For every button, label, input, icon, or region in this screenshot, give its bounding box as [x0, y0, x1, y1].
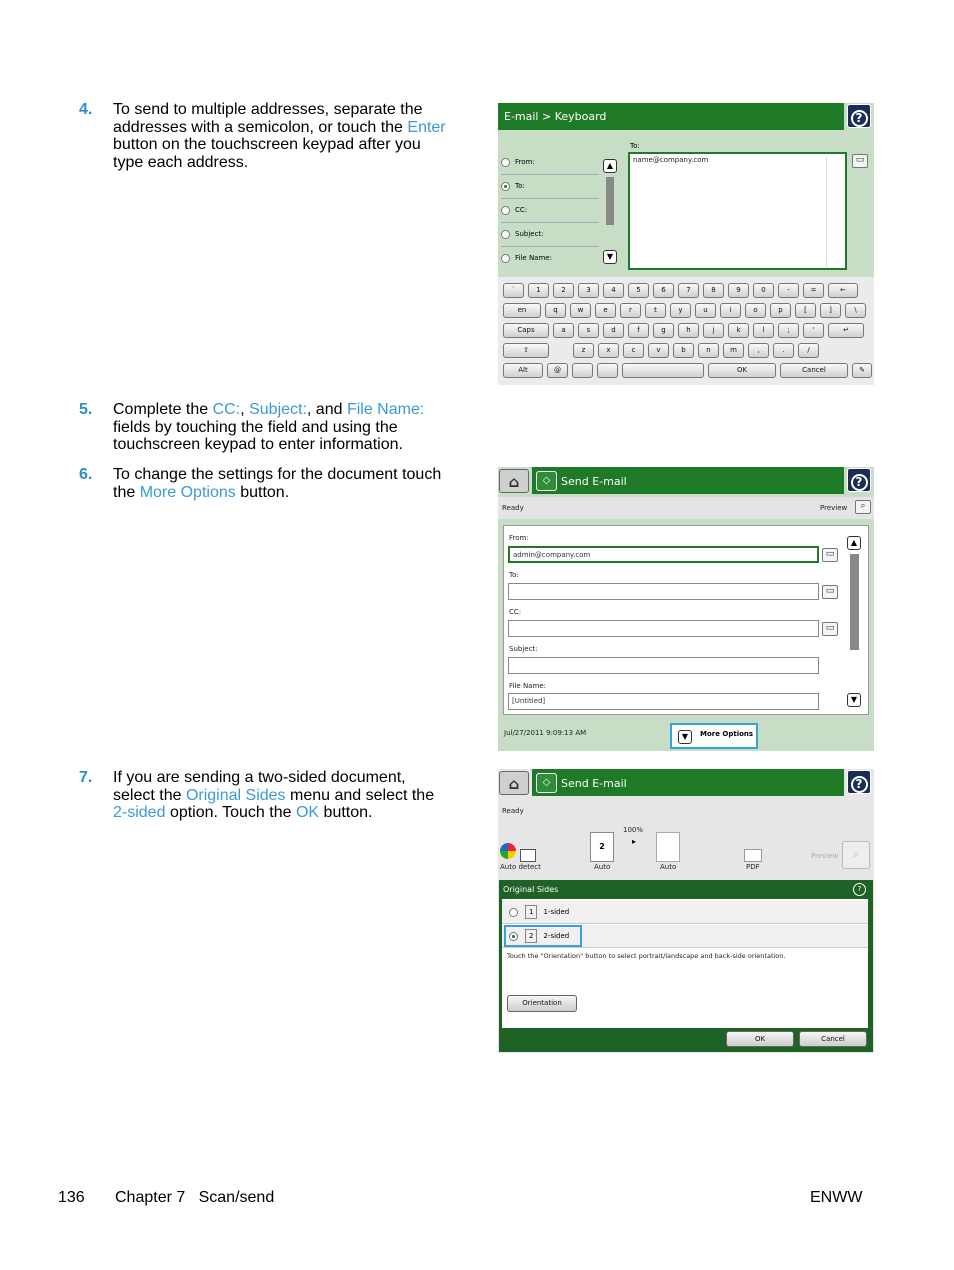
- key[interactable]: s: [578, 323, 599, 338]
- key[interactable]: \: [845, 303, 866, 318]
- chevron-down-icon: ▼: [678, 730, 692, 744]
- orientation-button[interactable]: Orientation: [507, 995, 577, 1012]
- step-7: [79, 769, 449, 822]
- dialog-body: [502, 899, 868, 1028]
- email-form: [503, 525, 869, 715]
- field-option-subject[interactable]: [501, 223, 599, 247]
- key[interactable]: @: [547, 363, 568, 378]
- key[interactable]: [597, 363, 618, 378]
- key[interactable]: ✎: [852, 363, 872, 378]
- key[interactable]: ,: [748, 343, 769, 358]
- screen-title: Send E-mail: [561, 777, 627, 790]
- address-book-icon[interactable]: ▭: [822, 585, 838, 599]
- key[interactable]: i: [720, 303, 741, 318]
- more-options-button[interactable]: [670, 723, 758, 749]
- scrollbar-thumb[interactable]: [606, 177, 614, 225]
- color-icon[interactable]: [500, 843, 516, 859]
- filename-label: File Name:: [509, 682, 546, 690]
- keyboard-screenshot: [498, 103, 874, 385]
- key[interactable]: OK: [708, 363, 776, 378]
- from-label: From:: [509, 534, 529, 542]
- enter-term: Enter: [407, 118, 446, 136]
- original-sides-screenshot: [498, 769, 874, 1053]
- datetime: Jul/27/2011 9:09:13 AM: [504, 729, 587, 737]
- option-label: 1-sided: [543, 908, 570, 916]
- step-text: To change the settings for the document touch: [113, 466, 442, 483]
- icon-label: Auto: [594, 863, 611, 871]
- to-label: To:: [630, 142, 640, 150]
- key[interactable]: .: [773, 343, 794, 358]
- field-option-filename[interactable]: [501, 247, 599, 270]
- to-label: To:: [509, 571, 519, 579]
- key[interactable]: 9: [728, 283, 749, 298]
- key[interactable]: z: [573, 343, 594, 358]
- title-bar: [532, 769, 844, 796]
- key[interactable]: x: [598, 343, 619, 358]
- cancel-button[interactable]: Cancel: [799, 1031, 867, 1047]
- step-number: 5.: [79, 401, 93, 418]
- icon-label: Auto detect: [500, 863, 541, 871]
- preview-label: Preview: [811, 852, 839, 860]
- key[interactable]: a: [553, 323, 574, 338]
- step-6: [79, 466, 449, 501]
- scroll-up-button[interactable]: ▲: [847, 536, 861, 550]
- step-4: [79, 101, 449, 171]
- field-label: CC:: [515, 206, 528, 214]
- key[interactable]: o: [745, 303, 766, 318]
- footer-right: ENWW: [810, 1189, 863, 1206]
- field-label: To:: [515, 182, 525, 190]
- home-button[interactable]: ⌂: [499, 771, 529, 795]
- send-icon: ◇: [536, 773, 557, 793]
- file-type-icon[interactable]: [744, 849, 762, 862]
- key[interactable]: [622, 363, 704, 378]
- key[interactable]: v: [648, 343, 669, 358]
- sides-icon[interactable]: 2: [590, 832, 614, 862]
- key[interactable]: ↵: [828, 323, 864, 338]
- key[interactable]: ←: [828, 283, 858, 298]
- key[interactable]: ;: [778, 323, 799, 338]
- filename-field[interactable]: [Untitled]: [508, 693, 819, 710]
- hint-text: Touch the "Orientation" button to select portrait/landscape and back-side orientation.: [507, 952, 786, 960]
- radio-icon: [509, 908, 518, 917]
- key[interactable]: 0: [753, 283, 774, 298]
- original-sides-term: Original Sides: [185, 786, 286, 804]
- scan-icon: [520, 849, 536, 862]
- step-text: the: [113, 483, 136, 501]
- step-text: addresses with a semicolon, or touch the: [113, 118, 403, 136]
- more-options-label: More Options: [700, 730, 754, 738]
- sides-glyph: 1: [525, 905, 537, 919]
- step-number: 7.: [79, 769, 93, 786]
- step-text: ,: [240, 401, 245, 418]
- help-icon: ?: [851, 110, 868, 127]
- key[interactable]: q: [545, 303, 566, 318]
- arrow-icon: ▸: [632, 837, 637, 846]
- key[interactable]: ': [803, 323, 824, 338]
- radio-icon: [501, 206, 510, 215]
- step-5: [79, 401, 449, 454]
- key[interactable]: w: [570, 303, 591, 318]
- home-button[interactable]: ⌂: [499, 469, 529, 493]
- key[interactable]: h: [678, 323, 699, 338]
- send-email-screenshot: [498, 467, 874, 751]
- key[interactable]: j: [703, 323, 724, 338]
- address-book-icon[interactable]: ▭: [822, 548, 838, 562]
- zoom-level: 100%: [623, 826, 644, 834]
- field-option-from[interactable]: [501, 151, 599, 175]
- text-scrollbar[interactable]: [826, 157, 843, 267]
- to-field[interactable]: [508, 583, 819, 600]
- field-option-cc[interactable]: [501, 199, 599, 223]
- key[interactable]: r: [620, 303, 641, 318]
- option-label: 2-sided: [543, 932, 570, 940]
- key[interactable]: 2: [553, 283, 574, 298]
- step-text: button.: [323, 804, 373, 821]
- subject-label: Subject:: [509, 645, 538, 653]
- key[interactable]: 1: [528, 283, 549, 298]
- status-text: Ready: [502, 504, 524, 512]
- ok-term: OK: [295, 804, 320, 821]
- radio-icon: [501, 230, 510, 239]
- cc-label: CC:: [509, 608, 522, 616]
- step-text: type each address.: [113, 153, 249, 171]
- key[interactable]: ⇧: [503, 343, 549, 358]
- step-number: 6.: [79, 466, 93, 483]
- original-sides-dialog: [499, 880, 873, 1052]
- scrollbar-thumb[interactable]: [850, 554, 859, 650]
- key[interactable]: -: [778, 283, 799, 298]
- key[interactable]: f: [628, 323, 649, 338]
- field-label: File Name:: [515, 254, 552, 262]
- key[interactable]: ]: [820, 303, 841, 318]
- key[interactable]: 3: [578, 283, 599, 298]
- key[interactable]: 4: [603, 283, 624, 298]
- help-button[interactable]: [847, 104, 871, 128]
- field-label: From:: [515, 158, 535, 166]
- to-text-area[interactable]: [628, 152, 847, 270]
- key[interactable]: y: [670, 303, 691, 318]
- screen-title: Send E-mail: [561, 475, 627, 488]
- key[interactable]: =: [803, 283, 824, 298]
- field-label: Subject:: [515, 230, 544, 238]
- preview-label: Preview: [820, 504, 848, 512]
- screen-title: E-mail > Keyboard: [498, 103, 844, 130]
- key[interactable]: [572, 363, 593, 378]
- icon-label: PDF: [746, 863, 760, 871]
- key[interactable]: `: [503, 283, 524, 298]
- key[interactable]: d: [603, 323, 624, 338]
- icon-label: Auto: [660, 863, 677, 871]
- step-text: menu and select the: [290, 786, 435, 804]
- step-text: If you are sending a two-sided document,: [113, 769, 406, 786]
- field-list: [501, 151, 599, 270]
- more-options-term: More Options: [139, 483, 236, 501]
- scroll-down-button[interactable]: ▼: [603, 250, 617, 264]
- key[interactable]: en: [503, 303, 541, 318]
- key[interactable]: t: [645, 303, 666, 318]
- title-bar: [532, 467, 844, 494]
- step-text: button.: [240, 483, 290, 501]
- step-text: option. Touch the: [169, 804, 292, 821]
- chapter-title: Chapter 7 Scan/send: [115, 1189, 275, 1206]
- step-text: Complete the: [113, 401, 209, 418]
- help-button[interactable]: [847, 468, 871, 492]
- step-text: To send to multiple addresses, separate the: [113, 101, 423, 118]
- sides-glyph: 2: [525, 929, 537, 943]
- key[interactable]: 7: [678, 283, 699, 298]
- page-number: 136: [58, 1189, 85, 1206]
- page-icon[interactable]: [656, 832, 680, 862]
- option-1-sided[interactable]: [502, 901, 868, 924]
- step-text: , and: [306, 401, 343, 418]
- subject-term: Subject:: [249, 401, 307, 418]
- key[interactable]: Cancel: [780, 363, 848, 378]
- key[interactable]: b: [673, 343, 694, 358]
- option-2-sided[interactable]: [502, 925, 868, 948]
- preview-icon[interactable]: ⌕: [842, 841, 870, 869]
- step-text: fields by touching the field and using the: [113, 418, 398, 436]
- key[interactable]: l: [753, 323, 774, 338]
- address-book-icon[interactable]: ▭: [852, 154, 868, 168]
- cc-term: CC:: [212, 401, 241, 418]
- radio-selected-icon: [501, 182, 510, 191]
- scroll-up-button[interactable]: ▲: [603, 159, 617, 173]
- address-book-icon[interactable]: ▭: [822, 622, 838, 636]
- step-text: touchscreen keypad to enter information.: [113, 436, 403, 453]
- help-icon[interactable]: ?: [853, 883, 866, 896]
- radio-selected-icon: [509, 932, 518, 941]
- key[interactable]: 8: [703, 283, 724, 298]
- scroll-down-button[interactable]: ▼: [847, 693, 861, 707]
- key[interactable]: c: [623, 343, 644, 358]
- key[interactable]: k: [728, 323, 749, 338]
- key[interactable]: g: [653, 323, 674, 338]
- subject-field[interactable]: [508, 657, 819, 674]
- key[interactable]: Alt: [503, 363, 543, 378]
- ok-button[interactable]: OK: [726, 1031, 794, 1047]
- help-icon: ?: [851, 474, 868, 491]
- step-number: 4.: [79, 101, 93, 118]
- key[interactable]: 6: [653, 283, 674, 298]
- filename-term: File Name:: [346, 401, 425, 418]
- dialog-title: Original Sides: [503, 885, 559, 894]
- status-text: Ready: [502, 807, 524, 815]
- preview-icon[interactable]: ⌕: [855, 500, 871, 514]
- step-text: button on the touchscreen keypad after you: [113, 136, 421, 153]
- from-field[interactable]: admin@company.com: [508, 546, 819, 563]
- key[interactable]: m: [723, 343, 744, 358]
- radio-icon: [501, 254, 510, 263]
- help-button[interactable]: [847, 770, 871, 794]
- key[interactable]: n: [698, 343, 719, 358]
- key[interactable]: [: [795, 303, 816, 318]
- field-option-to[interactable]: [501, 175, 599, 199]
- help-icon: ?: [851, 776, 868, 793]
- key[interactable]: p: [770, 303, 791, 318]
- to-value: name@company.com: [633, 156, 709, 164]
- cc-field[interactable]: [508, 620, 819, 637]
- key[interactable]: 5: [628, 283, 649, 298]
- key[interactable]: /: [798, 343, 819, 358]
- status-bar: [498, 497, 874, 519]
- send-icon: ◇: [536, 471, 557, 491]
- radio-icon: [501, 158, 510, 167]
- key[interactable]: u: [695, 303, 716, 318]
- key[interactable]: e: [595, 303, 616, 318]
- key[interactable]: Caps: [503, 323, 549, 338]
- step-text: select the: [113, 786, 182, 804]
- two-sided-term: 2-sided: [113, 804, 166, 821]
